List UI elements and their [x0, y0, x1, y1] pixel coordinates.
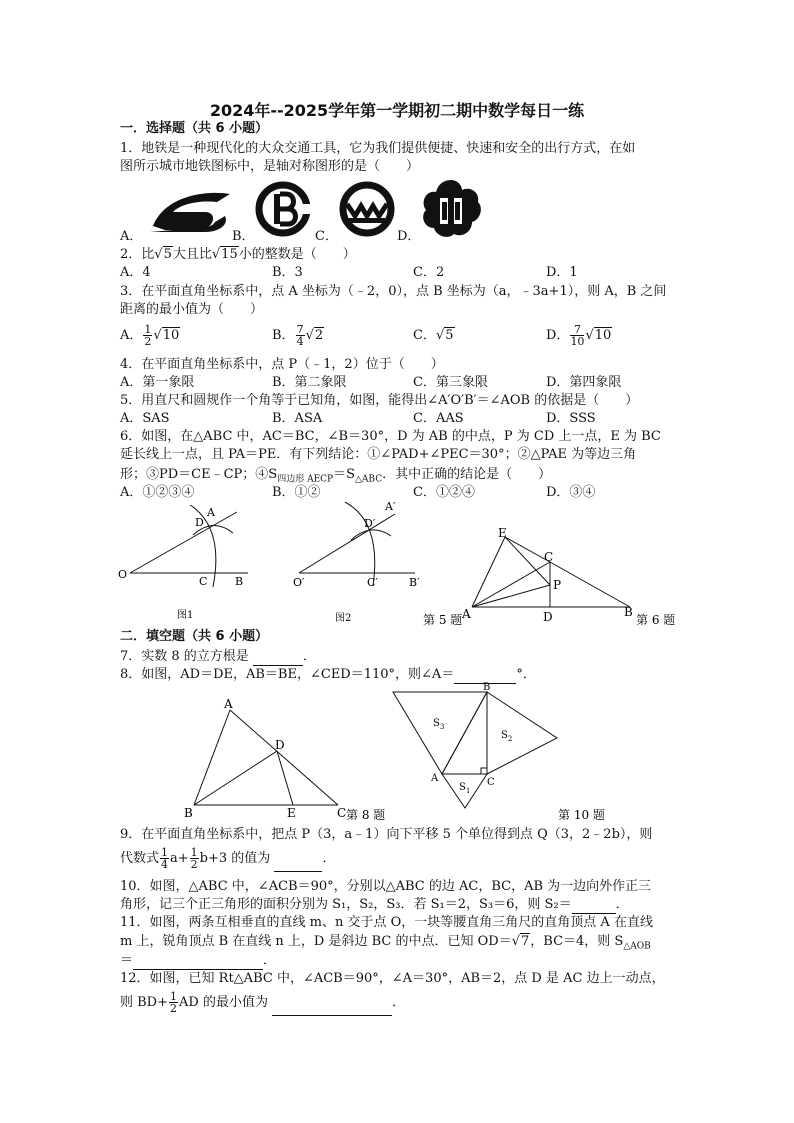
- q12-line2: 则 BD+ $\frac{1}{2}$ AD 的最小值为 ．: [120, 990, 406, 1015]
- q6-line-ac: [472, 562, 550, 607]
- q9-line2: 代数式 $\frac{1}{4}$ a+ $\frac{1}{2}$ b+3 的值为 ．: [120, 846, 336, 871]
- q10-label-b: B: [483, 682, 491, 693]
- q6-option-b[interactable]: B．①②: [272, 485, 321, 500]
- logo-c-bar: [349, 218, 385, 223]
- q6-line-ap: [472, 585, 550, 607]
- q7-answer-blank[interactable]: [253, 652, 303, 666]
- q2-option-d[interactable]: D．1: [546, 265, 578, 280]
- q8-line-bd: [194, 751, 277, 805]
- q11-answer-blank[interactable]: [133, 956, 263, 970]
- q6-label-e: E: [498, 526, 507, 540]
- logo-d-stem: [448, 190, 454, 232]
- q6-option-a[interactable]: A．①②③④: [120, 485, 195, 500]
- fig1-label-b: B: [235, 575, 244, 588]
- q5-figure-caption: 第 5 题: [423, 613, 463, 627]
- q10-label-c: C: [487, 777, 495, 788]
- fig1-ray-oa: [130, 512, 237, 573]
- q11-line3: ＝ ．: [120, 953, 277, 968]
- fig1-label-o: O: [118, 568, 128, 581]
- q8-label-c: C: [337, 806, 347, 820]
- q8-line-de: [277, 751, 293, 805]
- q1-option-b[interactable]: B．: [232, 229, 255, 244]
- q5-option-b[interactable]: B．ASA: [272, 411, 323, 426]
- q9-line1: 9．在平面直角坐标系中，把点 P（3，a﹣1）向下平移 5 个单位得到点 Q（3，2﹣2b），则: [120, 827, 653, 842]
- q6-line1: 6．如图，在△ABC 中，AC＝BC，∠B＝30°，D 为 AB 的中点，P 为 CD 上一点，E 为 BC: [120, 429, 661, 444]
- q11-line2: m 上，锐角顶点 B 在直线 n 上，D 是斜边 BC 的中点．已知 OD＝√7，BC＝4，则 $S_{\triangle AOB}$: [120, 934, 651, 952]
- q3-line1: 3．在平面直角坐标系中，点 A 坐标为（﹣2，0），点 B 坐标为（a，﹣3a+1），则 A，B 之间: [120, 284, 667, 299]
- q10-label-s3: $S_3$: [433, 718, 445, 731]
- q8-figure-caption: 第 8 题: [346, 808, 386, 822]
- q6-option-d[interactable]: D．③④: [546, 485, 596, 500]
- metro-logo-c[interactable]: [337, 180, 397, 238]
- q6-figure-caption: 第 6 题: [636, 613, 676, 627]
- q5-figure-2: [287, 500, 427, 625]
- q5-option-d[interactable]: D．SSS: [546, 411, 596, 426]
- q8-label-d: D: [275, 738, 285, 752]
- q2-radical-5: 5: [163, 247, 172, 262]
- q1-option-c[interactable]: C．: [315, 229, 338, 244]
- q3-option-d[interactable]: D． $\frac{7}{10}$ √10: [546, 323, 612, 348]
- q11-line1: 11．如图，两条互相垂直的直线 m、n 交于点 O，一块等腰直角三角尺的直角顶点 A 在直线: [120, 915, 653, 930]
- q10-figure-caption: 第 10 题: [558, 808, 605, 822]
- fig1-caption: 图1: [177, 610, 194, 621]
- q6-line-ae: [472, 537, 505, 607]
- fig2-ray-oa: [299, 514, 395, 573]
- q2-stem: 2．比√5大且比√15小的整数是（ ）: [120, 247, 356, 262]
- q3-option-c[interactable]: C．√5: [413, 328, 454, 343]
- q1-option-d[interactable]: D．: [397, 229, 421, 244]
- q8-label-a: A: [224, 697, 233, 711]
- logo-b-stem: [274, 194, 280, 224]
- fig2-label-a: A′: [385, 500, 396, 513]
- logo-c-wave: [347, 204, 387, 216]
- q2-radical-15: 15: [221, 247, 238, 262]
- q4-option-b[interactable]: B．第二象限: [272, 375, 347, 390]
- q4-option-d[interactable]: D．第四象限: [546, 375, 622, 390]
- q12-answer-blank[interactable]: [272, 1002, 392, 1016]
- q3-option-b[interactable]: B． $\frac{7}{4}$ √2: [272, 323, 324, 348]
- q8-label-e: E: [287, 806, 296, 820]
- fig2-label-b: B′: [409, 576, 420, 589]
- q6-line-cb: [550, 562, 630, 607]
- q3-option-a[interactable]: A． $\frac{1}{2}$ √10: [120, 323, 180, 348]
- q6-label-p: P: [553, 578, 562, 592]
- fig2-label-d: D′: [364, 517, 376, 530]
- fig1-label-d: D: [195, 516, 204, 529]
- logo-d-left: [442, 202, 447, 220]
- q1-line1: 1．地铁是一种现代化的大众交通工具，它为我们提供便捷、快速和安全的出行方式，在如: [120, 141, 636, 156]
- q6-label-c: C: [544, 550, 554, 564]
- q10-label-a: A: [431, 773, 439, 784]
- q6-line2: 延长线上一点，且 PA＝PE．有下列结论：①∠PAD+∠PEC＝30°；②△PAE 为等边三角: [120, 447, 637, 462]
- logo-d-right: [455, 202, 460, 220]
- q5-option-a[interactable]: A．SAS: [120, 411, 170, 426]
- q1-line2: 图所示城市地铁图标中，是轴对称图形的是（ ）: [120, 159, 420, 174]
- q10-label-s1: $S_1$: [459, 782, 471, 795]
- q10-figure: [385, 680, 625, 825]
- q2-option-b[interactable]: B．3: [272, 265, 303, 280]
- q3-line2: 距离的最小值为（ ）: [120, 302, 264, 317]
- q8-line-ab: [194, 710, 230, 805]
- q6-line3: 形；③PD＝CE﹣CP；$④S_{四边形 AECP}=S_{\triangle ABC}$．其中正确的结论是（ ）: [120, 467, 552, 485]
- q5-option-c[interactable]: C．AAS: [413, 411, 464, 426]
- q2-option-c[interactable]: C．2: [413, 265, 445, 280]
- q10-label-s2: $S_2$: [501, 730, 513, 743]
- fig2-label-c: C′: [367, 576, 378, 589]
- fig2-caption: 图2: [335, 613, 352, 624]
- q10-answer-blank[interactable]: [572, 900, 616, 914]
- q8-line-ac: [230, 710, 338, 805]
- q10-right-angle: [481, 768, 487, 774]
- q6-label-b: B: [624, 605, 633, 619]
- metro-logo-b[interactable]: [252, 180, 314, 238]
- section-fill-heading: 二．填空题（共 6 小题）: [120, 629, 269, 644]
- q9-answer-blank[interactable]: [274, 858, 322, 872]
- page-title: 2024年--2025学年第一学期初二期中数学每日一练: [209, 101, 585, 120]
- q6-figure: [420, 525, 680, 630]
- q5-figure-1: [115, 505, 265, 625]
- q1-option-a[interactable]: A．: [120, 229, 143, 244]
- metro-logo-d[interactable]: [418, 176, 484, 240]
- q8-figure: [180, 695, 400, 825]
- q12-line1: 12．如图，已知 Rt△ABC 中，∠ACB＝90°，∠A＝30°，AB＝2，点 D 是 AC 边上一动点，: [120, 971, 665, 986]
- logo-b-bowl: [280, 194, 296, 224]
- q10-line1: 10．如图，△ABC 中，∠ACB＝90°，分别以△ABC 的边 AC，BC，AB 为一边向外作正三: [120, 879, 652, 894]
- q4-stem: 4．在平面直角坐标系中，点 P（﹣1，2）位于（ ）: [120, 357, 444, 372]
- q8-stem: 8．如图，AD＝DE，AB＝BE，∠CED＝110°，则∠A＝ °．: [120, 667, 536, 682]
- metro-logo-a[interactable]: [145, 188, 235, 238]
- q6-option-c[interactable]: C．①②④: [413, 485, 475, 500]
- q10-line2: 角形，记三个正三角形的面积分别为 S₁，S₂，S₃．若 S₁＝2，S₃＝6，则 S₂＝ ．: [120, 897, 629, 912]
- fig1-label-a: A: [207, 506, 215, 519]
- q5-stem: 5．用直尺和圆规作一个角等于已知角，如图，能得出∠A′O′B′＝∠AOB 的依据是（ ）: [120, 393, 639, 408]
- q10-triangle-s2: [487, 692, 557, 774]
- q7-stem: 7．实数 8 的立方根是 ．: [120, 649, 316, 664]
- q8-label-b: B: [184, 806, 193, 820]
- q10-triangle-s3: [393, 692, 487, 774]
- fig1-label-c: C: [199, 575, 208, 588]
- q4-option-c[interactable]: C．第三象限: [413, 375, 488, 390]
- q2-option-a[interactable]: A．4: [120, 265, 151, 280]
- fig2-label-o: O′: [293, 576, 305, 589]
- section-choice-heading: 一．选择题（共 6 小题）: [120, 121, 269, 136]
- q4-option-a[interactable]: A．第一象限: [120, 375, 195, 390]
- q10-line-ab: [442, 692, 487, 774]
- q6-label-a: A: [462, 607, 471, 621]
- q6-label-d: D: [543, 610, 553, 624]
